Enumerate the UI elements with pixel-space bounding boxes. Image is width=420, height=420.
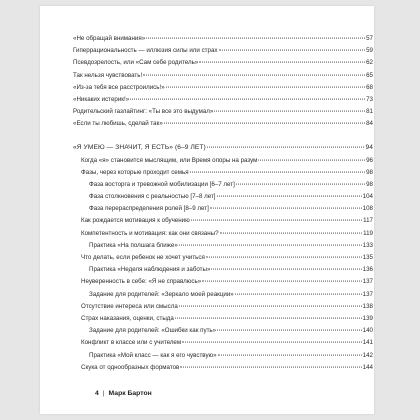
toc-entry <box>73 337 373 349</box>
toc-entry-title: Практика «На полшага ближе» <box>89 241 178 249</box>
toc-entry-title: Скука от однообразных форматов <box>81 363 180 371</box>
toc-entry <box>73 70 373 82</box>
toc-entry <box>73 301 373 313</box>
toc-dot-leader <box>182 342 362 343</box>
book-page <box>40 6 374 414</box>
toc-dot-leader <box>175 318 362 319</box>
toc-entry-title: Когда «я» становится мыслящим, или Время опоры на разум <box>81 156 258 164</box>
toc-dot-leader <box>207 146 365 147</box>
toc-entry-title: Задание для родителей: «Ошибки как путь» <box>89 327 217 335</box>
toc-page-number: 141 <box>362 339 373 347</box>
footer-author: Марк Бартон <box>108 390 152 397</box>
toc-page-number: 142 <box>362 351 373 359</box>
toc-page-number: 133 <box>362 241 373 249</box>
toc-dot-leader <box>180 366 361 367</box>
toc-entry <box>73 228 373 240</box>
toc-dot-leader <box>206 257 362 258</box>
toc-entry <box>73 118 373 130</box>
toc-page-number: 138 <box>362 302 373 310</box>
toc-dot-leader <box>218 354 362 355</box>
toc-entry-title: «Из-за тебя все расстроились!» <box>73 83 165 91</box>
toc-entry-title: Родительский газлайтинг: «Ты все это выдумал» <box>73 108 214 116</box>
toc-entry-title: Так нельзя чувствовать! <box>73 71 143 79</box>
toc-page-number: 96 <box>366 156 373 164</box>
toc-page-number: 119 <box>363 229 373 237</box>
toc-page-number: 108 <box>362 205 373 213</box>
toc-entry-title: Фаза перераспределения ролей [8–9 лет] <box>89 205 209 213</box>
toc-entry <box>73 45 373 57</box>
toc-entry <box>73 252 373 264</box>
toc-dot-leader <box>202 281 362 282</box>
toc-dot-leader <box>166 86 365 87</box>
toc-dot-leader <box>211 269 361 270</box>
toc-entry-title: «Я УМЕЮ — ЗНАЧИТ, Я ЕСТЬ» (6–9 ЛЕТ) <box>73 143 206 151</box>
toc-entry <box>73 33 373 45</box>
toc-dot-leader <box>199 62 365 63</box>
toc-entry <box>73 240 373 252</box>
toc-entry-title: Как рождается мотивация к обучению <box>81 217 190 225</box>
toc-entry <box>73 313 373 325</box>
toc-dot-leader <box>210 208 362 209</box>
footer-separator: | <box>102 390 105 397</box>
toc-page-number: 135 <box>362 254 373 261</box>
toc-entry <box>73 325 373 337</box>
table-of-contents <box>73 33 373 374</box>
page-footer <box>95 390 152 397</box>
footer-page-number: 4 <box>95 390 99 397</box>
toc-entry <box>73 264 373 276</box>
toc-page-number: 73 <box>366 95 373 103</box>
toc-dot-leader <box>146 38 365 39</box>
toc-entry-title: Практика «Мой класс — как я его чувствую» <box>89 351 217 359</box>
toc-entry <box>73 155 373 167</box>
toc-entry-title: Конфликт в классе или с учителем <box>81 339 182 347</box>
toc-page-number: 104 <box>362 193 373 201</box>
toc-dot-leader <box>190 171 366 172</box>
toc-page-number: 139 <box>362 314 373 322</box>
toc-entry-title: Страх наказания, оценки, стыда <box>81 314 174 322</box>
toc-dot-leader <box>130 99 365 100</box>
toc-entry-title: «Никаких истерик!» <box>73 95 130 103</box>
toc-entry <box>73 179 373 191</box>
toc-entry-title: Задание для родителей: «Зеркало моей реакции» <box>89 290 234 298</box>
toc-section-heading <box>73 141 373 155</box>
toc-entry-title: Фаза столкновения с реальностью [7–8 лет] <box>89 193 216 201</box>
toc-dot-leader <box>164 123 365 124</box>
toc-page-number: 81 <box>366 108 373 116</box>
toc-entry <box>73 289 373 301</box>
toc-entry <box>73 82 373 94</box>
toc-entry-title: Гиперрациональность — иллюзия силы или страх <box>73 47 218 55</box>
toc-dot-leader <box>179 244 362 245</box>
toc-page-number: 94 <box>365 143 373 151</box>
toc-dot-leader <box>191 220 362 221</box>
toc-entry-title: «Если ты любишь, сделай так» <box>73 120 163 128</box>
toc-entry-title: Компетентность и мотивация: как они связаны? <box>81 229 219 237</box>
toc-entry <box>73 276 373 288</box>
toc-entry-title: Что делать, если ребенок не хочет учиться <box>81 254 205 261</box>
toc-entry-title: Фаза восторга и тревожной мобилизации [6–7 лет] <box>89 180 235 188</box>
toc-page-number: 137 <box>362 290 373 298</box>
toc-entry-title: Псевдозрелость, или «Сам себе родитель» <box>73 59 199 67</box>
toc-page-number: 144 <box>362 363 373 371</box>
toc-entry-title: Практика «Неделя наблюдения и заботы» <box>89 266 211 274</box>
toc-dot-leader <box>179 305 362 306</box>
toc-entry-title: Отсутствие интереса или смысла <box>81 302 178 310</box>
toc-dot-leader <box>214 111 365 112</box>
toc-entry-title: «Не обращай внимания» <box>73 35 146 42</box>
toc-dot-leader <box>220 232 363 233</box>
toc-entry <box>73 167 373 179</box>
toc-dot-leader <box>236 183 365 184</box>
toc-entry <box>73 350 373 362</box>
toc-dot-leader <box>258 159 365 160</box>
toc-entry-title: Неуверенность в себе: «Я не справлюсь» <box>81 278 202 286</box>
toc-page-number: 140 <box>362 327 373 335</box>
toc-page-number: 98 <box>366 168 373 176</box>
toc-entry <box>73 203 373 215</box>
toc-entry <box>73 215 373 227</box>
toc-entry <box>73 191 373 203</box>
toc-page-number: 136 <box>362 266 373 274</box>
toc-entry <box>73 94 373 106</box>
toc-dot-leader <box>219 50 366 51</box>
toc-entry <box>73 57 373 69</box>
toc-dot-leader <box>217 196 362 197</box>
toc-page-number: 59 <box>366 47 373 55</box>
toc-page-number: 57 <box>366 35 373 42</box>
toc-page-number: 84 <box>366 120 373 128</box>
toc-page-number: 65 <box>366 71 373 79</box>
toc-dot-leader <box>217 330 362 331</box>
toc-entry-title: Фазы, через которые проходит семья <box>81 168 189 176</box>
toc-page-number: 62 <box>366 59 373 67</box>
toc-dot-leader <box>235 293 362 294</box>
toc-page-number: 137 <box>362 278 373 286</box>
toc-page-number: 117 <box>363 217 373 225</box>
toc-page-number: 98 <box>366 180 373 188</box>
toc-dot-leader <box>143 74 365 75</box>
toc-entry <box>73 106 373 118</box>
toc-page-number: 68 <box>366 83 373 91</box>
toc-entry <box>73 362 373 374</box>
